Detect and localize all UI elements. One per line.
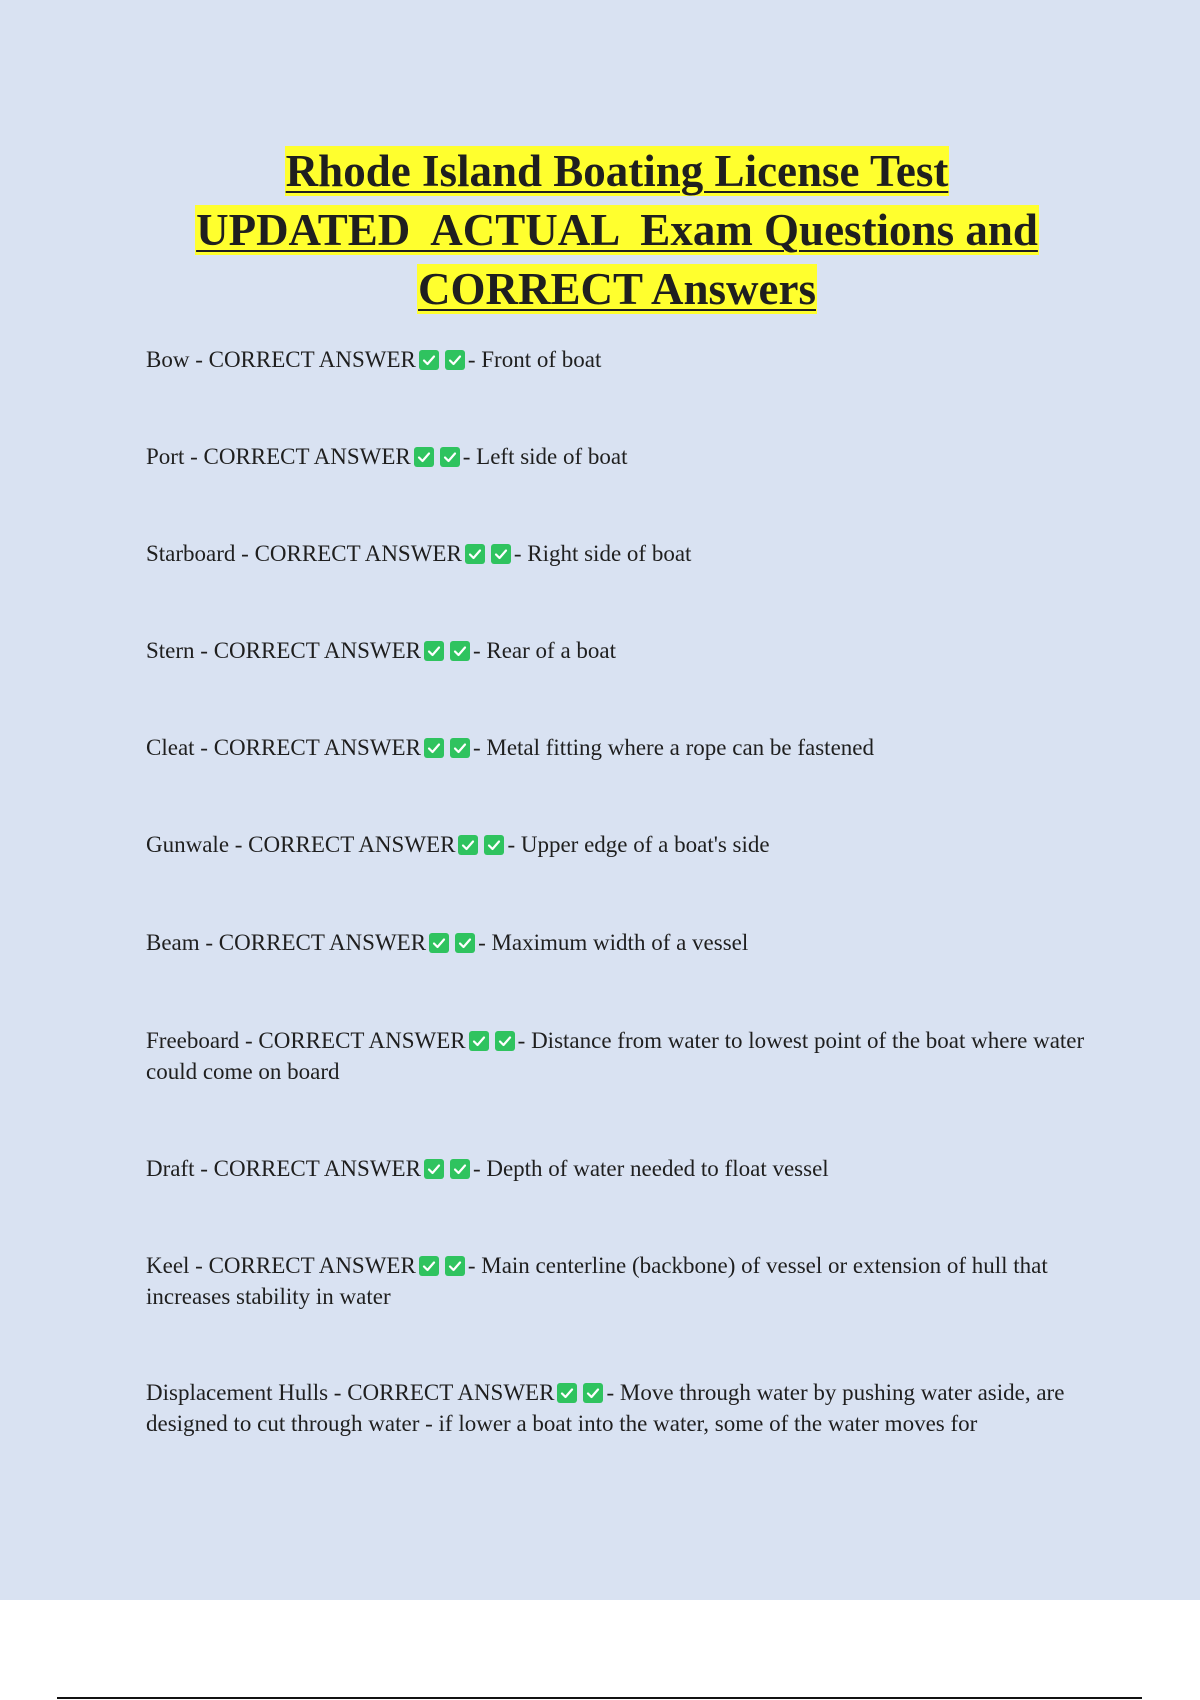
qa-term: Freeboard - CORRECT ANSWER xyxy=(146,1028,466,1053)
check-mark-icon xyxy=(440,447,460,467)
check-mark-icon xyxy=(469,1031,489,1051)
qa-answer: - Distance from water to lowest point of the boat where water could come on board xyxy=(146,1028,1085,1084)
document-title xyxy=(100,142,1134,319)
qa-term: Port - CORRECT ANSWER xyxy=(146,444,411,469)
qa-term: Gunwale - CORRECT ANSWER xyxy=(146,832,456,857)
qa-item xyxy=(146,1377,1096,1439)
title-line-2: UPDATED ACTUAL Exam Questions and xyxy=(196,205,1038,255)
qa-term: Draft - CORRECT ANSWER xyxy=(146,1156,421,1181)
qa-item xyxy=(146,344,1096,375)
check-mark-icon xyxy=(445,350,465,370)
check-mark-icon xyxy=(450,738,470,758)
qa-answer: - Main centerline (backbone) of vessel or extension of hull that increases stability in water xyxy=(146,1253,1048,1309)
qa-answer: - Rear of a boat xyxy=(472,638,617,663)
qa-item xyxy=(146,635,1096,666)
check-mark-icon xyxy=(445,1256,465,1276)
check-mark-icon xyxy=(484,835,504,855)
qa-answer: - Upper edge of a boat's side xyxy=(507,832,770,857)
check-mark-icon xyxy=(424,738,444,758)
footer-divider xyxy=(57,1697,1142,1699)
check-mark-icon xyxy=(424,641,444,661)
qa-item xyxy=(146,441,1096,472)
qa-item xyxy=(146,829,1096,860)
title-line-1: Rhode Island Boating License Test xyxy=(285,146,949,196)
qa-term: Stern - CORRECT ANSWER xyxy=(146,638,421,663)
check-mark-icon xyxy=(419,1256,439,1276)
qa-item xyxy=(146,1250,1096,1312)
check-mark-icon xyxy=(424,1159,444,1179)
check-mark-icon xyxy=(495,1031,515,1051)
qa-term: Starboard - CORRECT ANSWER xyxy=(146,541,462,566)
qa-answer: - Front of boat xyxy=(467,347,602,372)
qa-item xyxy=(146,538,1096,569)
qa-item xyxy=(146,1153,1096,1184)
qa-item xyxy=(146,927,1096,958)
qa-term: Beam - CORRECT ANSWER xyxy=(146,930,427,955)
qa-term: Bow - CORRECT ANSWER xyxy=(146,347,416,372)
check-mark-icon xyxy=(450,641,470,661)
check-mark-icon xyxy=(583,1383,603,1403)
qa-answer: - Move through water by pushing water aside, are designed to cut through water - if lower a boat into the water, some of the water moves for xyxy=(146,1380,1065,1436)
check-mark-icon xyxy=(429,933,449,953)
qa-term: Displacement Hulls - CORRECT ANSWER xyxy=(146,1380,555,1405)
qa-item xyxy=(146,732,1096,763)
qa-answer: - Maximum width of a vessel xyxy=(478,930,749,955)
check-mark-icon xyxy=(557,1383,577,1403)
title-line-3: CORRECT Answers xyxy=(418,264,816,314)
check-mark-icon xyxy=(458,835,478,855)
qa-answer: - Metal fitting where a rope can be fastened xyxy=(472,735,874,760)
check-mark-icon xyxy=(491,544,511,564)
check-mark-icon xyxy=(455,933,475,953)
check-mark-icon xyxy=(465,544,485,564)
qa-term: Keel - CORRECT ANSWER xyxy=(146,1253,416,1278)
check-mark-icon xyxy=(419,350,439,370)
check-mark-icon xyxy=(414,447,434,467)
qa-answer: - Depth of water needed to float vessel xyxy=(472,1156,829,1181)
qa-item xyxy=(146,1025,1096,1087)
qa-answer: - Right side of boat xyxy=(513,541,692,566)
qa-answer: - Left side of boat xyxy=(462,444,628,469)
check-mark-icon xyxy=(450,1159,470,1179)
qa-term: Cleat - CORRECT ANSWER xyxy=(146,735,421,760)
